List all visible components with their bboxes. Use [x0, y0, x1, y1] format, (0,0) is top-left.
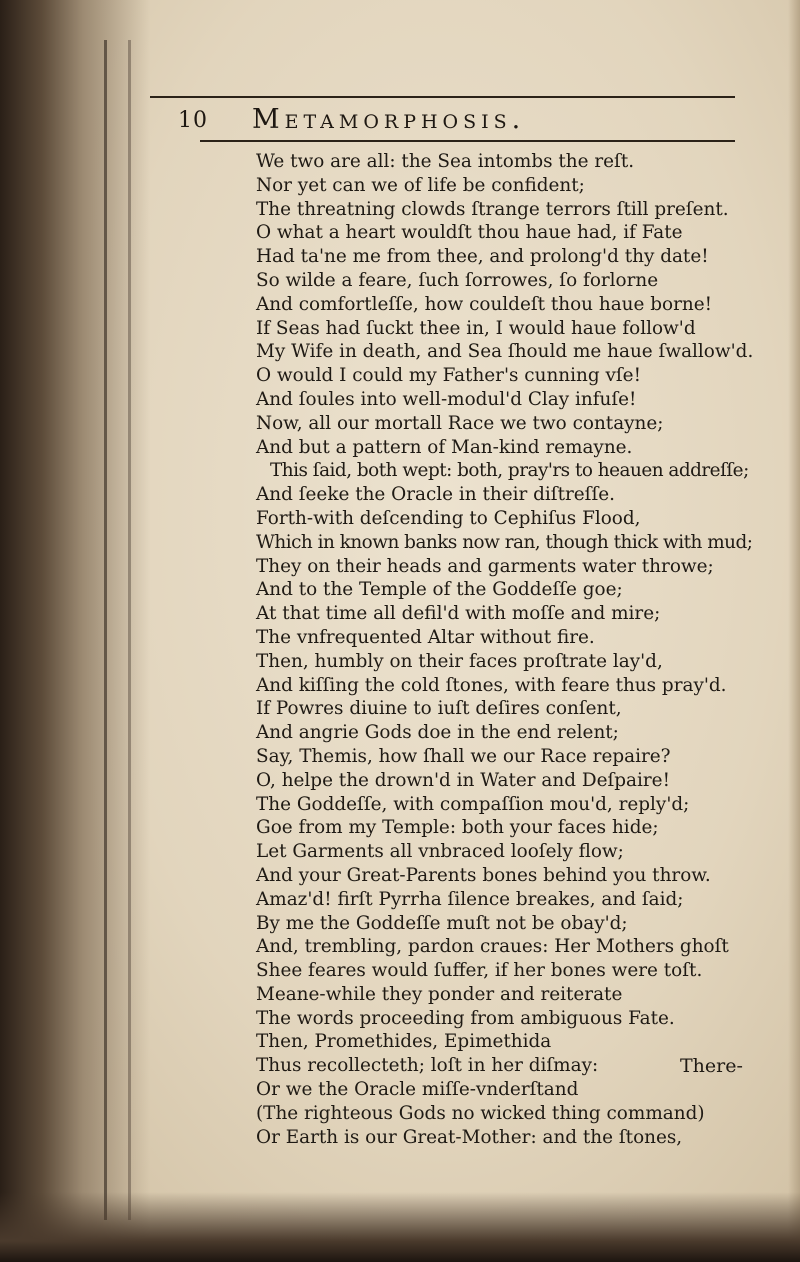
- verse-line: They on their heads and garments water throwe;: [256, 555, 714, 577]
- verse-line: Let Garments all vnbraced looſely flow;: [256, 841, 624, 863]
- verse-line: O what a heart wouldſt thou haue had, if Fate: [256, 222, 683, 244]
- verse-line: Or we the Oracle miſſe-vnderſtand: [256, 1079, 579, 1101]
- verse-line: The Goddeſſe, with compaſſion mou'd, reply'd;: [256, 793, 690, 815]
- verse-line: Meane-while they ponder and reiterate: [256, 983, 623, 1005]
- header-rule: [200, 140, 735, 142]
- verse-line: (The righteous Gods no wicked thing command): [256, 1102, 705, 1124]
- verse-line: Which in known banks now ran, though thick with mud;: [256, 531, 753, 553]
- verse-line: Nor yet can we of life be confident;: [256, 174, 585, 196]
- verse-line: Say, Themis, how ſhall we our Race repaire?: [256, 745, 671, 767]
- verse-text: [256, 150, 754, 1149]
- verse-line: O, helpe the drown'd in Water and Deſpaire!: [256, 769, 670, 791]
- verse-line: If Powres diuine to iuſt deſires conſent,: [256, 698, 622, 720]
- verse-line: Amaz'd! firſt Pyrrha ſilence breakes, and ſaid;: [256, 888, 684, 910]
- verse-line: Thus recollecteth; loſt in her diſmay:: [256, 1055, 599, 1077]
- verse-line: And, trembling, pardon craues: Her Mothers ghoſt: [256, 936, 729, 958]
- verse-line: The words proceeding from ambiguous Fate.: [256, 1007, 675, 1029]
- verse-line: Forth-with deſcending to Cephiſus Flood,: [256, 507, 641, 529]
- verse-line: If Seas had ſuckt thee in, I would haue follow'd: [256, 317, 696, 339]
- page-number: 10: [178, 108, 208, 133]
- page-edge: [788, 0, 800, 1262]
- verse-line: Now, all our mortall Race we two contayne;: [256, 412, 664, 434]
- verse-line: And ſeeke the Oracle in their diſtreſſe.: [256, 484, 615, 506]
- verse-line: And but a pattern of Man-kind remayne.: [256, 436, 633, 458]
- gutter-crease: [104, 40, 107, 1220]
- verse-line: Shee feares would ſuffer, if her bones were toſt.: [256, 960, 703, 982]
- verse-line: At that time all defil'd with moſſe and mire;: [256, 603, 661, 625]
- running-head: Metamorphosis.: [252, 104, 526, 135]
- verse-line: This ſaid, both wept: both, pray'rs to heauen addreſſe;: [270, 460, 749, 482]
- verse-line: We two are all: the Sea intombs the reſt.: [256, 151, 635, 172]
- verse-line: So wilde a feare, ſuch ſorrowes, ſo forlorne: [256, 269, 659, 291]
- verse-line: And ſoules into well-modul'd Clay infuſe!: [256, 388, 637, 410]
- verse-line: Then, Promethides, Epimethida: [256, 1031, 552, 1053]
- verse-line: Or Earth is our Great-Mother: and the ſtones,: [256, 1126, 683, 1148]
- verse-line: And angrie Gods doe in the end relent;: [256, 722, 619, 744]
- verse-line: And your Great-Parents bones behind you throw.: [256, 864, 711, 886]
- catchword: There-: [680, 1055, 743, 1077]
- verse-line: By me the Goddeſſe muſt not be obay'd;: [256, 912, 628, 934]
- verse-line: The threatning clowds ſtrange terrors ſtill preſent.: [256, 198, 729, 220]
- verse-line: And kiſſing the cold ſtones, with feare thus pray'd.: [256, 674, 727, 696]
- verse-line: Then, humbly on their faces proſtrate lay'd,: [256, 650, 663, 672]
- verse-line: And to the Temple of the Goddeſſe goe;: [256, 579, 623, 601]
- verse-line: The vnfrequented Altar without fire.: [256, 626, 595, 648]
- verse-line: My Wife in death, and Sea ſhould me haue ſwallow'd.: [256, 341, 754, 363]
- header-rule: [150, 96, 735, 98]
- verse-line: Goe from my Temple: both your faces hide;: [256, 817, 659, 839]
- verse-line: O would I could my Father's cunning vſe!: [256, 365, 641, 387]
- verse-line: And comfortleſſe, how couldeſt thou haue borne!: [256, 293, 713, 315]
- gutter-crease: [128, 40, 131, 1220]
- page-bottom-shadow: [0, 1192, 800, 1262]
- verse-line: Had ta'ne me from thee, and prolong'd thy date!: [256, 246, 709, 268]
